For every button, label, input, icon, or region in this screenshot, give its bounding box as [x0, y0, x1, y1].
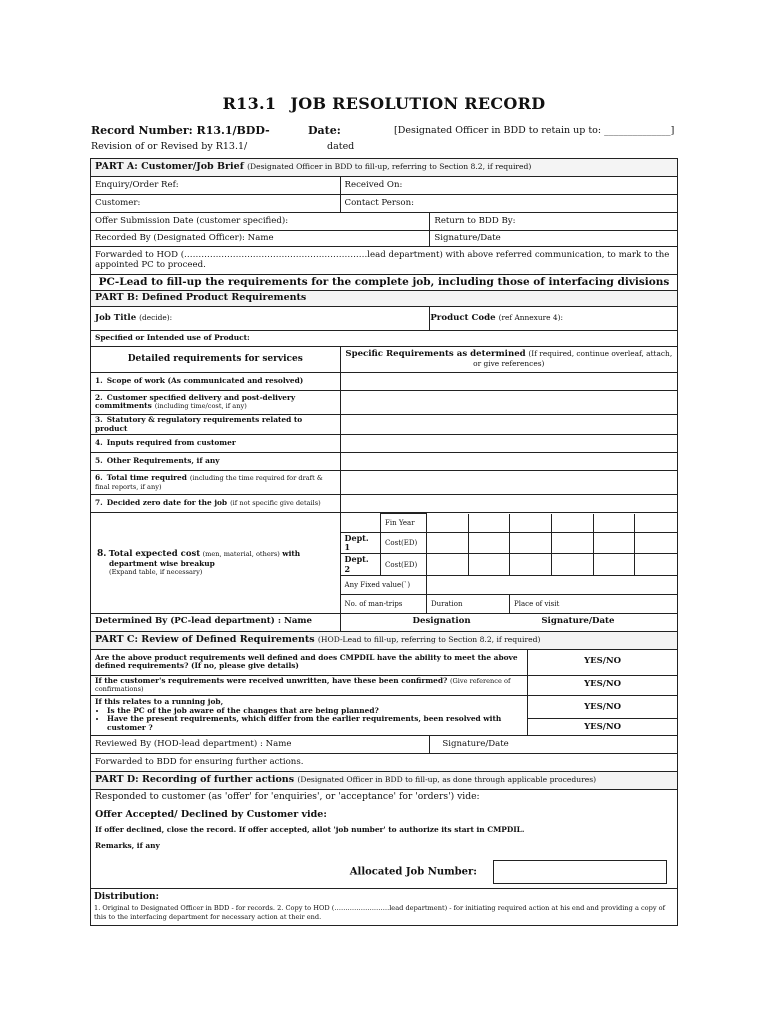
requirement-text: Total time required: [106, 472, 187, 482]
cost-breakup-text: department wise breakup: [109, 558, 215, 568]
dept-2-cell-3[interactable]: [510, 554, 552, 575]
requirement-number: 4.: [95, 438, 103, 448]
reviewed-signature-field[interactable]: Signature/Date: [430, 735, 678, 753]
part-d-heading: [91, 771, 678, 789]
part-d-note: (Designated Officer in BDD to fill-up, as done through applicable procedures): [297, 774, 597, 784]
duration-label: Duration: [427, 594, 510, 613]
forwarded-to-hod-text: Forwarded to HOD (……………………………………………………….lead department) with above referred communication, to mark to the appointed PC to proceed.: [91, 247, 678, 275]
job-resolution-table: [90, 158, 678, 926]
designated-note: [Designated Officer in BDD to retain up to: ______________]: [394, 125, 675, 136]
recorded-by-field[interactable]: Recorded By (Designated Officer): Name: [91, 231, 430, 247]
job-title-label: Job Title: [95, 312, 137, 323]
requirement-label: [91, 453, 341, 471]
requirement-text: Customer specified delivery and post-delivery commitments: [95, 392, 296, 411]
part-a-note: (Designated Officer in BDD to fill-up, referring to Section 8.2, if required): [247, 162, 532, 172]
requirement-label: [91, 495, 341, 513]
product-code-note: (ref Annexure 4):: [498, 312, 563, 322]
part-a-heading: [91, 159, 678, 177]
distribution-text: 1. Original to Designated Officer in BDD - for records. 2. Copy to HOD (…………………….lead department) - for initiating required action at his end and providing a copy of this to the interfacing department for necessary action at their end.: [94, 904, 666, 922]
requirement-value-field[interactable]: [340, 435, 677, 453]
part-c-note: (HOD-Lead to fill-up, referring to Section 8.2, if required): [317, 634, 541, 644]
dated-label: dated: [327, 141, 355, 152]
review-question-3a: • Is the PC of the job aware of the changes that are being planned?: [107, 707, 523, 716]
requirement-number: 3.: [95, 415, 103, 424]
job-title-field[interactable]: [91, 307, 430, 331]
dept-2-label: Dept. 2: [341, 554, 381, 575]
requirement-row: [91, 495, 678, 513]
requirement-number: 1.: [95, 376, 103, 386]
review-question-2-text: If the customer's requirements were received unwritten, have these been confirmed?: [95, 675, 448, 685]
job-title-note: (decide):: [139, 312, 173, 322]
requirement-note: (if not specific give details): [230, 499, 321, 508]
product-code-field[interactable]: [430, 307, 678, 331]
pc-lead-banner: PC-Lead to fill-up the requirements for the complete job, including those of interfacing divisions: [91, 275, 678, 291]
yes-no-1[interactable]: YES/NO: [528, 649, 678, 675]
requirement-number: 6.: [95, 472, 103, 482]
yes-no-3-cell: [528, 695, 678, 735]
fin-year-cell-1[interactable]: [427, 514, 469, 533]
specific-requirements-note: (If required, continue overleaf, attach, or give references): [473, 348, 673, 368]
requirement-text: Decided zero date for the job: [106, 498, 228, 508]
requirement-label: [91, 471, 341, 495]
allocated-job-number-input[interactable]: [493, 860, 667, 884]
designation-label: Designation: [412, 616, 471, 627]
requirement-note: (including the time required for draft & final reports, if any): [95, 473, 323, 491]
form-title: JOB RESOLUTION RECORD: [290, 94, 546, 113]
part-d-title: PART D: Recording of further actions: [95, 773, 295, 785]
fin-year-cell-5[interactable]: [594, 514, 635, 533]
dept-2-cell-6[interactable]: [635, 554, 677, 575]
place-of-visit-label: Place of visit: [510, 594, 677, 613]
review-question-2-note: (Give reference of confirmations): [95, 676, 511, 694]
yes-no-3a[interactable]: YES/NO: [528, 696, 677, 719]
requirement-row: [91, 435, 678, 453]
part-a-title: PART A: Customer/Job Brief: [95, 161, 244, 173]
dept-2-cell-4[interactable]: [552, 554, 594, 575]
offer-declined-note: If offer declined, close the record. If offer accepted, allot 'job number' to authorize its start in CMPDIL.: [95, 824, 525, 834]
part-d-body: [91, 789, 678, 888]
cost-item-note: (men, material, others): [202, 549, 280, 558]
cost-blank: [341, 514, 381, 533]
dept-1-cell-1[interactable]: [427, 533, 469, 554]
product-code-label: Product Code: [430, 312, 496, 323]
review-question-3: [91, 695, 528, 735]
remarks-field[interactable]: Remarks, if any: [95, 840, 160, 850]
fin-year-cell-6[interactable]: [635, 514, 677, 533]
fin-year-cell-3[interactable]: [510, 514, 552, 533]
dept-1-label: Dept. 1: [341, 533, 381, 554]
cost-breakup-cell: [340, 513, 677, 614]
review-question-3b: • Have the present requirements, which differ from the earlier requirements, been resolved with customer ?: [107, 715, 523, 732]
dept-1-cell-4[interactable]: [552, 533, 594, 554]
requirement-text: Statutory & regulatory requirements related to product: [95, 415, 303, 433]
requirement-row: [91, 471, 678, 495]
requirement-note: (including time/cost, if any): [154, 402, 247, 411]
customer-field[interactable]: Customer:: [91, 195, 341, 213]
cost-item-text: Total expected cost: [108, 548, 201, 559]
received-on-field[interactable]: Received On:: [340, 177, 677, 195]
requirement-label: [91, 391, 341, 415]
requirement-value-field[interactable]: [340, 391, 677, 415]
dept-2-cell-2[interactable]: [469, 554, 510, 575]
part-c-heading: [91, 631, 678, 649]
dept-2-cost-label: Cost(ED): [381, 554, 427, 575]
fin-year-label: Fin Year: [381, 514, 427, 533]
document-title: [0, 94, 768, 113]
requirement-text: Other Requirements, if any: [106, 456, 220, 466]
requirement-value-field[interactable]: [340, 495, 677, 513]
requirement-row: [91, 453, 678, 471]
cost-expand-note: (Expand table, if necessary): [109, 568, 203, 577]
responded-field[interactable]: Responded to customer (as 'offer' for 'enquiries', or 'acceptance' for 'orders') vide:: [95, 790, 480, 802]
requirement-number: 7.: [95, 498, 103, 508]
determined-by-field[interactable]: Determined By (PC-lead department) : Name: [91, 613, 341, 631]
review-question-1: Are the above product requirements well defined and does CMPDIL have the ability to meet the above defined requirements? (If no, please give details): [91, 649, 528, 675]
requirement-row: [91, 373, 678, 391]
reviewed-by-field[interactable]: Reviewed By (HOD-lead department) : Name: [91, 735, 430, 753]
dept-1-cell-2[interactable]: [469, 533, 510, 554]
determined-signature-label: Signature/Date: [541, 616, 615, 627]
dept-1-cell-6[interactable]: [635, 533, 677, 554]
yes-no-2[interactable]: YES/NO: [528, 675, 678, 695]
dept-1-cell-3[interactable]: [510, 533, 552, 554]
fin-year-cell-2[interactable]: [469, 514, 510, 533]
specific-requirements-title: Specific Requirements as determined: [345, 348, 526, 359]
total-cost-label: [91, 513, 341, 614]
specified-use-field[interactable]: Specified or Intended use of Product:: [91, 331, 678, 347]
contact-person-field[interactable]: Contact Person:: [340, 195, 677, 213]
man-trips-label: No. of man-trips: [341, 594, 427, 613]
requirement-text: Scope of work (As communicated and resolved): [106, 376, 304, 386]
distribution-cell: [91, 888, 678, 925]
return-to-bdd-field[interactable]: Return to BDD By:: [430, 213, 678, 231]
distribution-heading: Distribution:: [94, 891, 159, 902]
date-label: Date:: [308, 124, 341, 137]
determined-by-extras[interactable]: [340, 613, 677, 631]
recorded-signature-field[interactable]: Signature/Date: [430, 231, 678, 247]
form-code: R13.1: [222, 94, 277, 113]
cost-item-number: 8.: [97, 548, 107, 559]
review-question-3-text: If this relates to a running job,: [95, 697, 224, 707]
requirement-label: [91, 415, 341, 435]
offer-accepted-field[interactable]: Offer Accepted/ Declined by Customer vide:: [95, 808, 327, 820]
forwarded-to-bdd-text: Forwarded to BDD for ensuring further actions.: [91, 753, 678, 771]
requirements-rows: [91, 373, 678, 513]
dept-2-cell-5[interactable]: [594, 554, 635, 575]
requirement-text: Inputs required from customer: [106, 438, 236, 448]
cost-breakup-table: [341, 513, 677, 613]
specific-requirements-header: [340, 347, 677, 373]
record-header: [91, 124, 270, 137]
requirement-value-field[interactable]: [340, 415, 677, 435]
dept-2-cell-1[interactable]: [427, 554, 469, 575]
fixed-value-label: Any Fixed value(`): [341, 575, 427, 594]
requirement-label: [91, 373, 341, 391]
date-header: [308, 124, 341, 137]
requirement-number: 2.: [95, 392, 103, 402]
dept-1-cost-label: Cost(ED): [381, 533, 427, 554]
enquiry-ref-field[interactable]: Enquiry/Order Ref:: [91, 177, 341, 195]
requirement-number: 5.: [95, 456, 103, 466]
allocated-job-label: Allocated Job Number:: [349, 866, 477, 878]
fin-year-cell-4[interactable]: [552, 514, 594, 533]
requirement-value-field[interactable]: [340, 453, 677, 471]
requirement-label: [91, 435, 341, 453]
detailed-requirements-header: Detailed requirements for services: [91, 347, 341, 373]
offer-submission-date-field[interactable]: Offer Submission Date (customer specified):: [91, 213, 430, 231]
part-b-heading: PART B: Defined Product Requirements: [91, 291, 678, 307]
yes-no-3b[interactable]: YES/NO: [584, 721, 622, 732]
record-number-label: Record Number: R13.1/BDD-: [91, 124, 270, 137]
requirement-value-field[interactable]: [340, 471, 677, 495]
allocated-job-row: [95, 860, 673, 884]
requirement-value-field[interactable]: [340, 373, 677, 391]
requirement-row: [91, 415, 678, 435]
dept-1-cell-5[interactable]: [594, 533, 635, 554]
requirement-row: [91, 391, 678, 415]
revision-label: Revision of or Revised by R13.1/: [91, 141, 248, 152]
cost-item-with: with: [282, 548, 301, 558]
review-question-2: [91, 675, 528, 695]
fixed-value-field[interactable]: [427, 575, 677, 594]
part-c-title: PART C: Review of Defined Requirements: [95, 633, 315, 645]
